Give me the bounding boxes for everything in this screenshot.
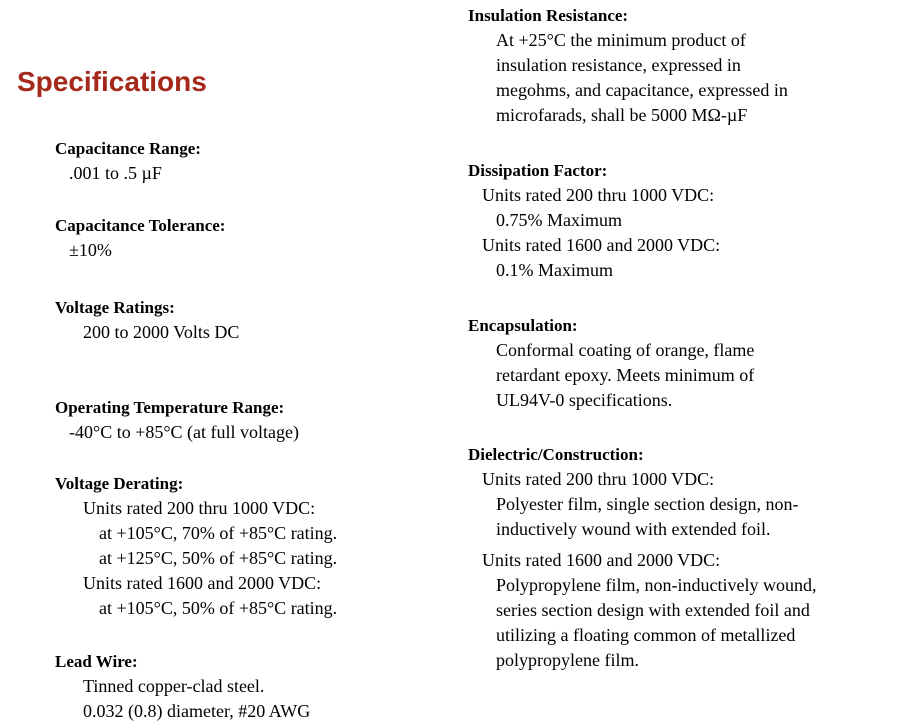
lead-wire-heading: Lead Wire:	[55, 652, 138, 671]
dielectric-construction-line: Polyester film, single section design, non-	[496, 494, 799, 514]
voltage-ratings-section	[55, 296, 239, 345]
insulation-resistance-heading: Insulation Resistance:	[468, 6, 629, 25]
dissipation-factor-section	[468, 159, 720, 283]
lead-wire-section	[55, 650, 310, 724]
encapsulation-section	[468, 314, 754, 413]
dielectric-construction-section	[468, 443, 816, 673]
voltage-derating-line: at +105°C, 50% of +85°C rating.	[99, 598, 338, 618]
voltage-derating-line: Units rated 200 thru 1000 VDC:	[83, 498, 316, 518]
dielectric-construction-line: series section design with extended foil and	[496, 600, 810, 620]
operating-temperature-section	[55, 396, 299, 445]
operating-temperature-value: -40°C to +85°C (at full voltage)	[69, 422, 300, 442]
voltage-derating-section	[55, 472, 337, 621]
voltage-ratings-value: 200 to 2000 Volts DC	[83, 322, 240, 342]
operating-temperature-heading: Operating Temperature Range:	[55, 398, 285, 417]
insulation-resistance-section	[468, 4, 788, 128]
voltage-derating-line: at +125°C, 50% of +85°C rating.	[99, 548, 338, 568]
dielectric-construction-line: utilizing a floating common of metallized	[496, 625, 796, 645]
dissipation-factor-line: 0.75% Maximum	[496, 210, 622, 230]
capacitance-range-heading: Capacitance Range:	[55, 139, 201, 158]
voltage-derating-line: Units rated 1600 and 2000 VDC:	[83, 573, 322, 593]
dielectric-construction-line: Units rated 200 thru 1000 VDC:	[482, 469, 715, 489]
insulation-resistance-line: megohms, and capacitance, expressed in	[496, 80, 788, 100]
insulation-resistance-line: At +25°C the minimum product of	[496, 30, 746, 50]
dissipation-factor-line: Units rated 1600 and 2000 VDC:	[482, 235, 721, 255]
dielectric-construction-line: Units rated 1600 and 2000 VDC:	[482, 550, 721, 570]
capacitance-tolerance-value: ±10%	[69, 240, 112, 260]
voltage-derating-line: at +105°C, 70% of +85°C rating.	[99, 523, 338, 543]
voltage-derating-heading: Voltage Derating:	[55, 474, 184, 493]
dissipation-factor-line: 0.1% Maximum	[496, 260, 613, 280]
encapsulation-heading: Encapsulation:	[468, 316, 578, 335]
capacitance-tolerance-heading: Capacitance Tolerance:	[55, 216, 226, 235]
lead-wire-line: Tinned copper-clad steel.	[83, 676, 265, 696]
encapsulation-line: Conformal coating of orange, flame	[496, 340, 755, 360]
dissipation-factor-line: Units rated 200 thru 1000 VDC:	[482, 185, 715, 205]
insulation-resistance-line: microfarads, shall be 5000 MΩ-µF	[496, 105, 748, 125]
dielectric-construction-line: inductively wound with extended foil.	[496, 519, 771, 539]
capacitance-range-value: .001 to .5 µF	[69, 163, 162, 183]
dielectric-construction-line: Polypropylene film, non-inductively wound,	[496, 575, 817, 595]
dielectric-construction-heading: Dielectric/Construction:	[468, 445, 644, 464]
lead-wire-line: 0.032 (0.8) diameter, #20 AWG	[83, 701, 311, 721]
encapsulation-line: UL94V-0 specifications.	[496, 390, 673, 410]
dielectric-construction-line: polypropylene film.	[496, 650, 639, 670]
dissipation-factor-heading: Dissipation Factor:	[468, 161, 608, 180]
insulation-resistance-line: insulation resistance, expressed in	[496, 55, 741, 75]
encapsulation-line: retardant epoxy. Meets minimum of	[496, 365, 755, 385]
capacitance-tolerance-section	[55, 214, 225, 263]
page-title: Specifications	[17, 66, 207, 97]
voltage-ratings-heading: Voltage Ratings:	[55, 298, 175, 317]
capacitance-range-section	[55, 137, 201, 186]
